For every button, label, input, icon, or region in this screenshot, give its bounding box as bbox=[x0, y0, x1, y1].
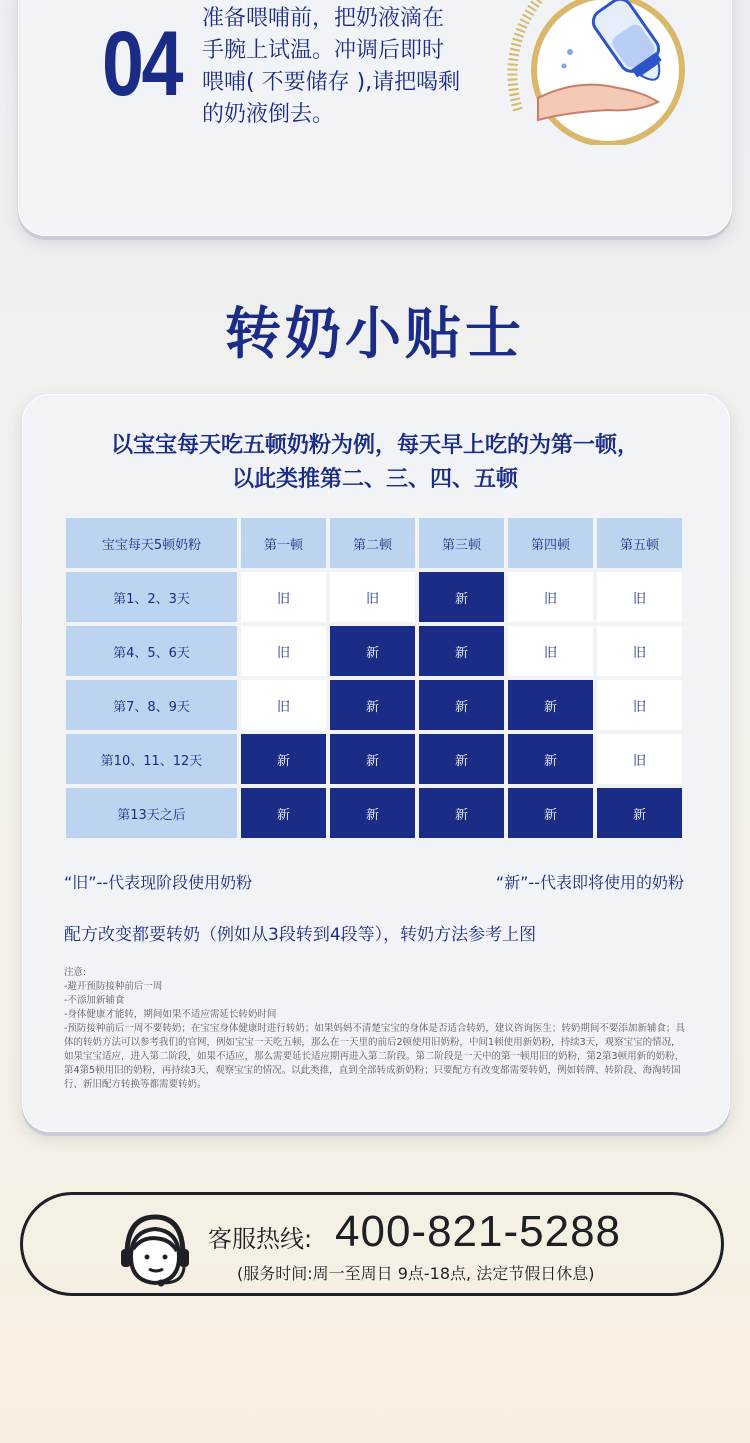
customer-service-agent-icon bbox=[113, 1207, 197, 1291]
note-item: -不添加新辅食 bbox=[64, 995, 125, 1006]
table-cell: 旧 bbox=[508, 626, 593, 676]
table-cell: 新 bbox=[241, 788, 326, 838]
table-cell: 旧 bbox=[597, 572, 682, 622]
table-cell: 新 bbox=[330, 788, 415, 838]
note-item: -避开预防接种前后一周 bbox=[64, 981, 163, 992]
legend-old: “旧”--代表现阶段使用奶粉 bbox=[64, 873, 253, 892]
hotline-banner bbox=[20, 1192, 724, 1296]
fine-print-notes bbox=[64, 966, 688, 1092]
transition-schedule-table bbox=[62, 514, 686, 842]
tips-title: 转奶小贴士 bbox=[225, 302, 525, 367]
table-row-label: 第7、8、9天 bbox=[66, 680, 237, 730]
table-row-label: 第4、5、6天 bbox=[66, 626, 237, 676]
step-card bbox=[18, 0, 732, 236]
table-column-header: 第三顿 bbox=[419, 518, 504, 568]
table-cell: 新 bbox=[419, 734, 504, 784]
table-cell: 新 bbox=[597, 788, 682, 838]
table-cell: 新 bbox=[330, 734, 415, 784]
table-row bbox=[66, 788, 682, 838]
table-column-header: 第五顿 bbox=[597, 518, 682, 568]
bottle-on-wrist-illustration bbox=[498, 0, 688, 145]
hotline-label: 客服热线: bbox=[208, 1225, 313, 1253]
table-cell: 旧 bbox=[508, 572, 593, 622]
table-cell: 新 bbox=[419, 788, 504, 838]
note-item: -预防接种前后一周不要转奶；在宝宝身体健康时进行转奶；如果妈妈不清楚宝宝的身体是否适合转奶，建议咨询医生；转奶期间不要添加新辅食；具体的转奶方法可以参考我们的官网，例如宝宝一天吃五顿，那么在一天里的前后2顿使用旧奶粉，中间1顿使用新奶粉，持续3天，观察宝宝的情况，如果宝宝适应，进入第二阶段，如果不适应，那么需要延长适应期再进入第二阶段。第二阶段是一天中的第一顿用旧的奶粉，第2第3顿用新的奶粉，第4第5顿用旧的奶粉，再持续3天，观察宝宝的情况。以此类推，直到全部转成新奶粉；只要配方有改变都需要转奶，例如转牌、转阶段、海淘转国行、新旧配方转换等都需要转奶。 bbox=[64, 1023, 685, 1090]
table-row-label: 第1、2、3天 bbox=[66, 572, 237, 622]
table-cell: 旧 bbox=[241, 572, 326, 622]
table-column-header: 第二顿 bbox=[330, 518, 415, 568]
legend-new: “新”--代表即将使用的奶粉 bbox=[495, 873, 684, 892]
table-cell: 旧 bbox=[330, 572, 415, 622]
table-corner-header: 宝宝每天5顿奶粉 bbox=[66, 518, 237, 568]
table-cell: 新 bbox=[508, 734, 593, 784]
table-cell: 旧 bbox=[241, 626, 326, 676]
table-cell: 新 bbox=[419, 626, 504, 676]
service-hours: (服务时间:周一至周日 9点-18点, 法定节假日休息) bbox=[237, 1264, 595, 1283]
step-number: 04 bbox=[102, 13, 182, 115]
step-instruction: 准备喂哺前，把奶液滴在手腕上试温。冲调后即时喂哺( 不要储存 ),请把喝剩的奶液倒去。 bbox=[202, 6, 461, 127]
table-cell: 新 bbox=[241, 734, 326, 784]
table-cell: 新 bbox=[419, 680, 504, 730]
table-header-row bbox=[66, 518, 682, 568]
table-cell: 新 bbox=[330, 680, 415, 730]
note-item: 注意: bbox=[64, 967, 87, 978]
note-item: -身体健康才能转，期间如果不适应需延长转奶时间 bbox=[64, 1009, 277, 1020]
table-row bbox=[66, 734, 682, 784]
table-column-header: 第四顿 bbox=[508, 518, 593, 568]
table-cell: 新 bbox=[508, 788, 593, 838]
table-cell: 新 bbox=[330, 626, 415, 676]
table-cell: 新 bbox=[419, 572, 504, 622]
table-cell: 新 bbox=[508, 680, 593, 730]
table-cell: 旧 bbox=[597, 680, 682, 730]
tips-intro-line-1: 以宝宝每天吃五顿奶粉为例，每天早上吃的为第一顿， bbox=[110, 433, 639, 458]
table-row-label: 第13天之后 bbox=[66, 788, 237, 838]
table-cell: 旧 bbox=[597, 734, 682, 784]
table-row-label: 第10、11、12天 bbox=[66, 734, 237, 784]
table-row bbox=[66, 626, 682, 676]
table-row bbox=[66, 572, 682, 622]
table-cell: 旧 bbox=[241, 680, 326, 730]
table-cell: 旧 bbox=[597, 626, 682, 676]
formula-change-note: 配方改变都要转奶（例如从3段转到4段等），转奶方法参考上图 bbox=[64, 925, 537, 945]
table-row bbox=[66, 680, 682, 730]
tips-intro-line-2: 以此类推第二、三、四、五顿 bbox=[231, 467, 518, 492]
table-column-header: 第一顿 bbox=[241, 518, 326, 568]
hotline-number[interactable]: 400-821-5288 bbox=[335, 1207, 622, 1256]
